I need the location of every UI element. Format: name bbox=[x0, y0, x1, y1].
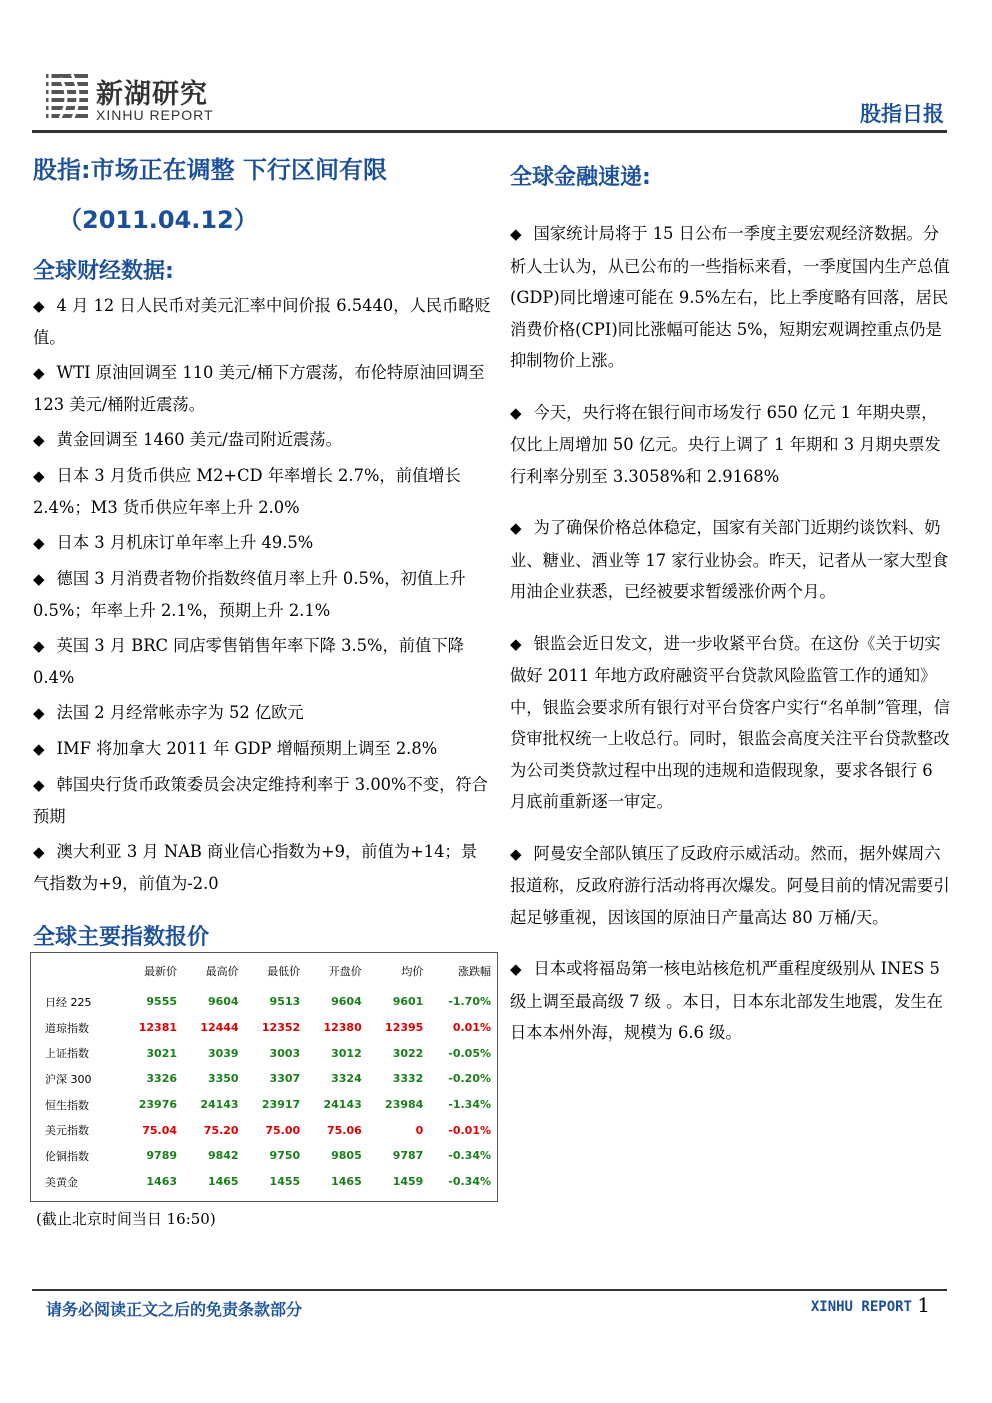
column-header: 开盘价 bbox=[328, 965, 362, 978]
global-finance-list bbox=[510, 218, 950, 1069]
cell-open: 75.06 bbox=[326, 1123, 362, 1137]
diamond-bullet-icon: ◆ bbox=[510, 225, 522, 243]
cell-open: 9604 bbox=[331, 995, 362, 1009]
cell-high: 12444 bbox=[200, 1021, 239, 1035]
column-header: 最低价 bbox=[267, 965, 301, 978]
table-row bbox=[31, 1015, 497, 1041]
diamond-bullet-icon: ◆ bbox=[33, 740, 45, 758]
logo-text-cn: 新湖研究 bbox=[96, 79, 208, 110]
cell-latest: 9789 bbox=[146, 1149, 178, 1163]
diamond-bullet-icon: ◆ bbox=[33, 570, 45, 588]
cell-change: -0.01% bbox=[448, 1123, 491, 1137]
cell-avg: 3332 bbox=[392, 1072, 424, 1086]
index-name: 上证指数 bbox=[45, 1047, 89, 1061]
list-item: ◆ 今天，央行将在银行间市场发行 650 亿元 1 年期央票，仅比上周增加 50 亿元。央行上调了 1 年期和 3 月期央票发行利率分别至 3.3058%和 2.9168% bbox=[510, 402, 941, 486]
table-row bbox=[31, 1169, 497, 1195]
column-header: 最高价 bbox=[205, 965, 239, 978]
header-divider bbox=[32, 130, 947, 133]
cell-high: 3039 bbox=[207, 1046, 239, 1060]
cell-change: -0.20% bbox=[448, 1072, 491, 1086]
cell-change: -1.70% bbox=[448, 995, 491, 1009]
cell-avg: 9601 bbox=[392, 995, 424, 1009]
cell-high: 24143 bbox=[200, 1098, 239, 1112]
index-quotes-table bbox=[30, 952, 498, 1202]
list-item: ◆ WTI 原油回调至 110 美元/桶下方震荡，布伦特原油回调至 123 美元/桶附近震荡。 bbox=[33, 363, 485, 414]
diamond-bullet-icon: ◆ bbox=[33, 364, 45, 382]
logo-text-en: XINHU REPORT bbox=[96, 107, 214, 123]
cell-change: 0.01% bbox=[452, 1021, 491, 1035]
footer-brand: XINHU REPORT bbox=[810, 1299, 912, 1315]
cell-open: 3324 bbox=[331, 1072, 362, 1086]
table-note: (截止北京时间当日 16:50) bbox=[36, 1210, 216, 1228]
column-header bbox=[31, 953, 121, 989]
report-date: （2011.04.12） bbox=[58, 206, 258, 234]
table-header-row bbox=[31, 953, 497, 989]
cell-change: -1.34% bbox=[448, 1098, 491, 1112]
table-row bbox=[31, 1143, 497, 1169]
diamond-bullet-icon: ◆ bbox=[33, 534, 45, 552]
cell-low: 1455 bbox=[269, 1175, 301, 1189]
cell-latest: 9555 bbox=[146, 995, 178, 1009]
diamond-bullet-icon: ◆ bbox=[33, 297, 45, 315]
list-item: ◆ 4 月 12 日人民币对美元汇率中间价报 6.5440，人民币略贬值。 bbox=[33, 296, 491, 347]
cell-high: 1465 bbox=[207, 1175, 239, 1189]
cell-latest: 23976 bbox=[138, 1098, 178, 1112]
list-item: ◆ 银监会近日发文，进一步收紧平台贷。在这份《关于切实做好 2011 年地方政府融资平台贷款风险监管工作的通知》中，银监会要求所有银行对平台贷客户实行“名单制”管理，信贷审批权统一上收总行。同时，银监会高度关注平台贷款整改为公司类贷款过程中出现的违规和造假现象，要求各银行 6 月底前重新逐一审定。 bbox=[510, 633, 950, 811]
cell-high: 3350 bbox=[207, 1072, 239, 1086]
index-name: 日经 225 bbox=[45, 995, 92, 1009]
cell-open: 24143 bbox=[323, 1098, 362, 1112]
diamond-bullet-icon: ◆ bbox=[510, 844, 522, 863]
list-item: ◆ 日本或将福岛第一核电站核危机严重程度级别从 INES 5 级上调至最高级 7 级 。本日，日本东北部发生地震，发生在日本本州外海，规模为 6.6 级。 bbox=[510, 959, 943, 1042]
cell-open: 12380 bbox=[323, 1021, 362, 1035]
diamond-bullet-icon: ◆ bbox=[510, 960, 522, 978]
cell-avg: 0 bbox=[415, 1123, 424, 1137]
diamond-bullet-icon: ◆ bbox=[33, 704, 45, 722]
diamond-bullet-icon: ◆ bbox=[510, 519, 522, 537]
list-item: ◆ 法国 2 月经常帐赤字为 52 亿欧元 bbox=[33, 703, 304, 722]
list-item: ◆ 韩国央行货币政策委员会决定维持利率于 3.00%不变，符合预期 bbox=[33, 775, 488, 826]
diamond-bullet-icon: ◆ bbox=[33, 776, 45, 794]
cell-latest: 75.04 bbox=[142, 1123, 178, 1137]
global-data-list bbox=[33, 290, 493, 903]
list-item: ◆ 德国 3 月消费者物价指数终值月率上升 0.5%，初值上升 0.5%；年率上升 2.1%，预期上升 2.1% bbox=[33, 569, 466, 620]
list-item: ◆ 阿曼安全部队镇压了反政府示威活动。然而，据外媒周六报道称，反政府游行活动将再次爆发。阿曼目前的情况需要引起足够重视，因该国的原油日产量高达 80 万桶/天。 bbox=[510, 843, 950, 927]
table-row bbox=[31, 1117, 497, 1143]
index-name: 伦铜指数 bbox=[45, 1149, 89, 1163]
table-row bbox=[31, 1040, 497, 1066]
cell-avg: 1459 bbox=[392, 1175, 424, 1189]
xinhu-logo-icon bbox=[46, 72, 88, 122]
global-finance-heading: 全球金融速递: bbox=[510, 165, 651, 190]
cell-open: 9805 bbox=[331, 1149, 362, 1163]
cell-high: 9842 bbox=[207, 1149, 239, 1163]
disclaimer-link[interactable]: 请务必阅读正文之后的免责条款部分 bbox=[46, 1300, 303, 1319]
global-data-heading: 全球财经数据: bbox=[33, 259, 174, 284]
cell-high: 9604 bbox=[207, 995, 239, 1009]
index-name: 美元指数 bbox=[45, 1124, 89, 1138]
report-type: 股指日报 bbox=[860, 102, 944, 126]
table-row bbox=[31, 989, 497, 1015]
index-quotes-heading: 全球主要指数报价 bbox=[33, 925, 210, 950]
cell-change: -0.34% bbox=[448, 1149, 491, 1163]
cell-high: 75.20 bbox=[203, 1123, 239, 1137]
cell-low: 12352 bbox=[261, 1021, 301, 1035]
cell-latest: 12381 bbox=[138, 1021, 178, 1035]
list-item: ◆ 为了确保价格总体稳定，国家有关部门近期约谈饮料、奶业、糖业、酒业等 17 家行业协会。昨天，记者从一家大型食用油企业获悉，已经被要求暂缓涨价两个月。 bbox=[510, 518, 949, 601]
cell-change: -0.34% bbox=[448, 1175, 491, 1189]
index-name: 恒生指数 bbox=[45, 1098, 89, 1112]
diamond-bullet-icon: ◆ bbox=[33, 431, 45, 449]
cell-low: 23917 bbox=[261, 1098, 301, 1112]
column-header: 涨跌幅 bbox=[458, 965, 491, 978]
cell-open: 3012 bbox=[331, 1046, 362, 1060]
list-item: ◆ IMF 将加拿大 2011 年 GDP 增幅预期上调至 2.8% bbox=[33, 739, 438, 758]
list-item: ◆ 英国 3 月 BRC 同店零售销售年率下降 3.5%，前值下降 0.4% bbox=[33, 636, 464, 687]
cell-avg: 3022 bbox=[392, 1046, 424, 1060]
column-header: 均价 bbox=[401, 965, 424, 978]
diamond-bullet-icon: ◆ bbox=[33, 637, 45, 655]
page-number: 1 bbox=[917, 1293, 930, 1317]
list-item: ◆ 日本 3 月机床订单年率上升 49.5% bbox=[33, 533, 314, 552]
cell-low: 75.00 bbox=[265, 1123, 301, 1137]
footer-divider bbox=[32, 1289, 947, 1291]
column-header: 最新价 bbox=[144, 965, 178, 978]
table-row bbox=[31, 1092, 497, 1118]
diamond-bullet-icon: ◆ bbox=[33, 843, 45, 861]
cell-avg: 9787 bbox=[392, 1149, 424, 1163]
cell-low: 9513 bbox=[269, 995, 301, 1009]
list-item: ◆ 国家统计局将于 15 日公布一季度主要宏观经济数据。分析人士认为，从已公布的一些指标来看，一季度国内生产总值(GDP)同比增速可能在 9.5%左右，比上季度略有回落，居民消费价格(CPI)同比涨幅可能达 5%，短期宏观调控重点仍是抑制物价上涨。 bbox=[510, 224, 950, 370]
table-row bbox=[31, 1066, 497, 1092]
cell-latest: 3326 bbox=[146, 1072, 178, 1086]
list-item: ◆ 日本 3 月货币供应 M2+CD 年率增长 2.7%，前值增长 2.4%；M3 货币供应年率上升 2.0% bbox=[33, 466, 461, 517]
index-name: 沪深 300 bbox=[45, 1072, 92, 1086]
diamond-bullet-icon: ◆ bbox=[510, 634, 522, 653]
cell-low: 3003 bbox=[269, 1046, 301, 1060]
cell-latest: 1463 bbox=[146, 1175, 178, 1189]
list-item: ◆ 黄金回调至 1460 美元/盎司附近震荡。 bbox=[33, 430, 342, 449]
cell-avg: 12395 bbox=[385, 1021, 424, 1035]
cell-low: 3307 bbox=[269, 1072, 301, 1086]
diamond-bullet-icon: ◆ bbox=[510, 403, 522, 422]
diamond-bullet-icon: ◆ bbox=[33, 467, 45, 485]
cell-latest: 3021 bbox=[146, 1046, 178, 1060]
list-item: ◆ 澳大利亚 3 月 NAB 商业信心指数为+9，前值为+14；景气指数为+9，前值为-2.0 bbox=[33, 842, 477, 893]
cell-open: 1465 bbox=[331, 1175, 362, 1189]
cell-avg: 23984 bbox=[385, 1098, 424, 1112]
index-name: 美黄金 bbox=[45, 1175, 78, 1189]
index-name: 道琼指数 bbox=[45, 1021, 89, 1035]
cell-change: -0.05% bbox=[448, 1046, 491, 1060]
page-title: 股指:市场正在调整 下行区间有限 bbox=[33, 156, 387, 184]
cell-low: 9750 bbox=[269, 1149, 301, 1163]
